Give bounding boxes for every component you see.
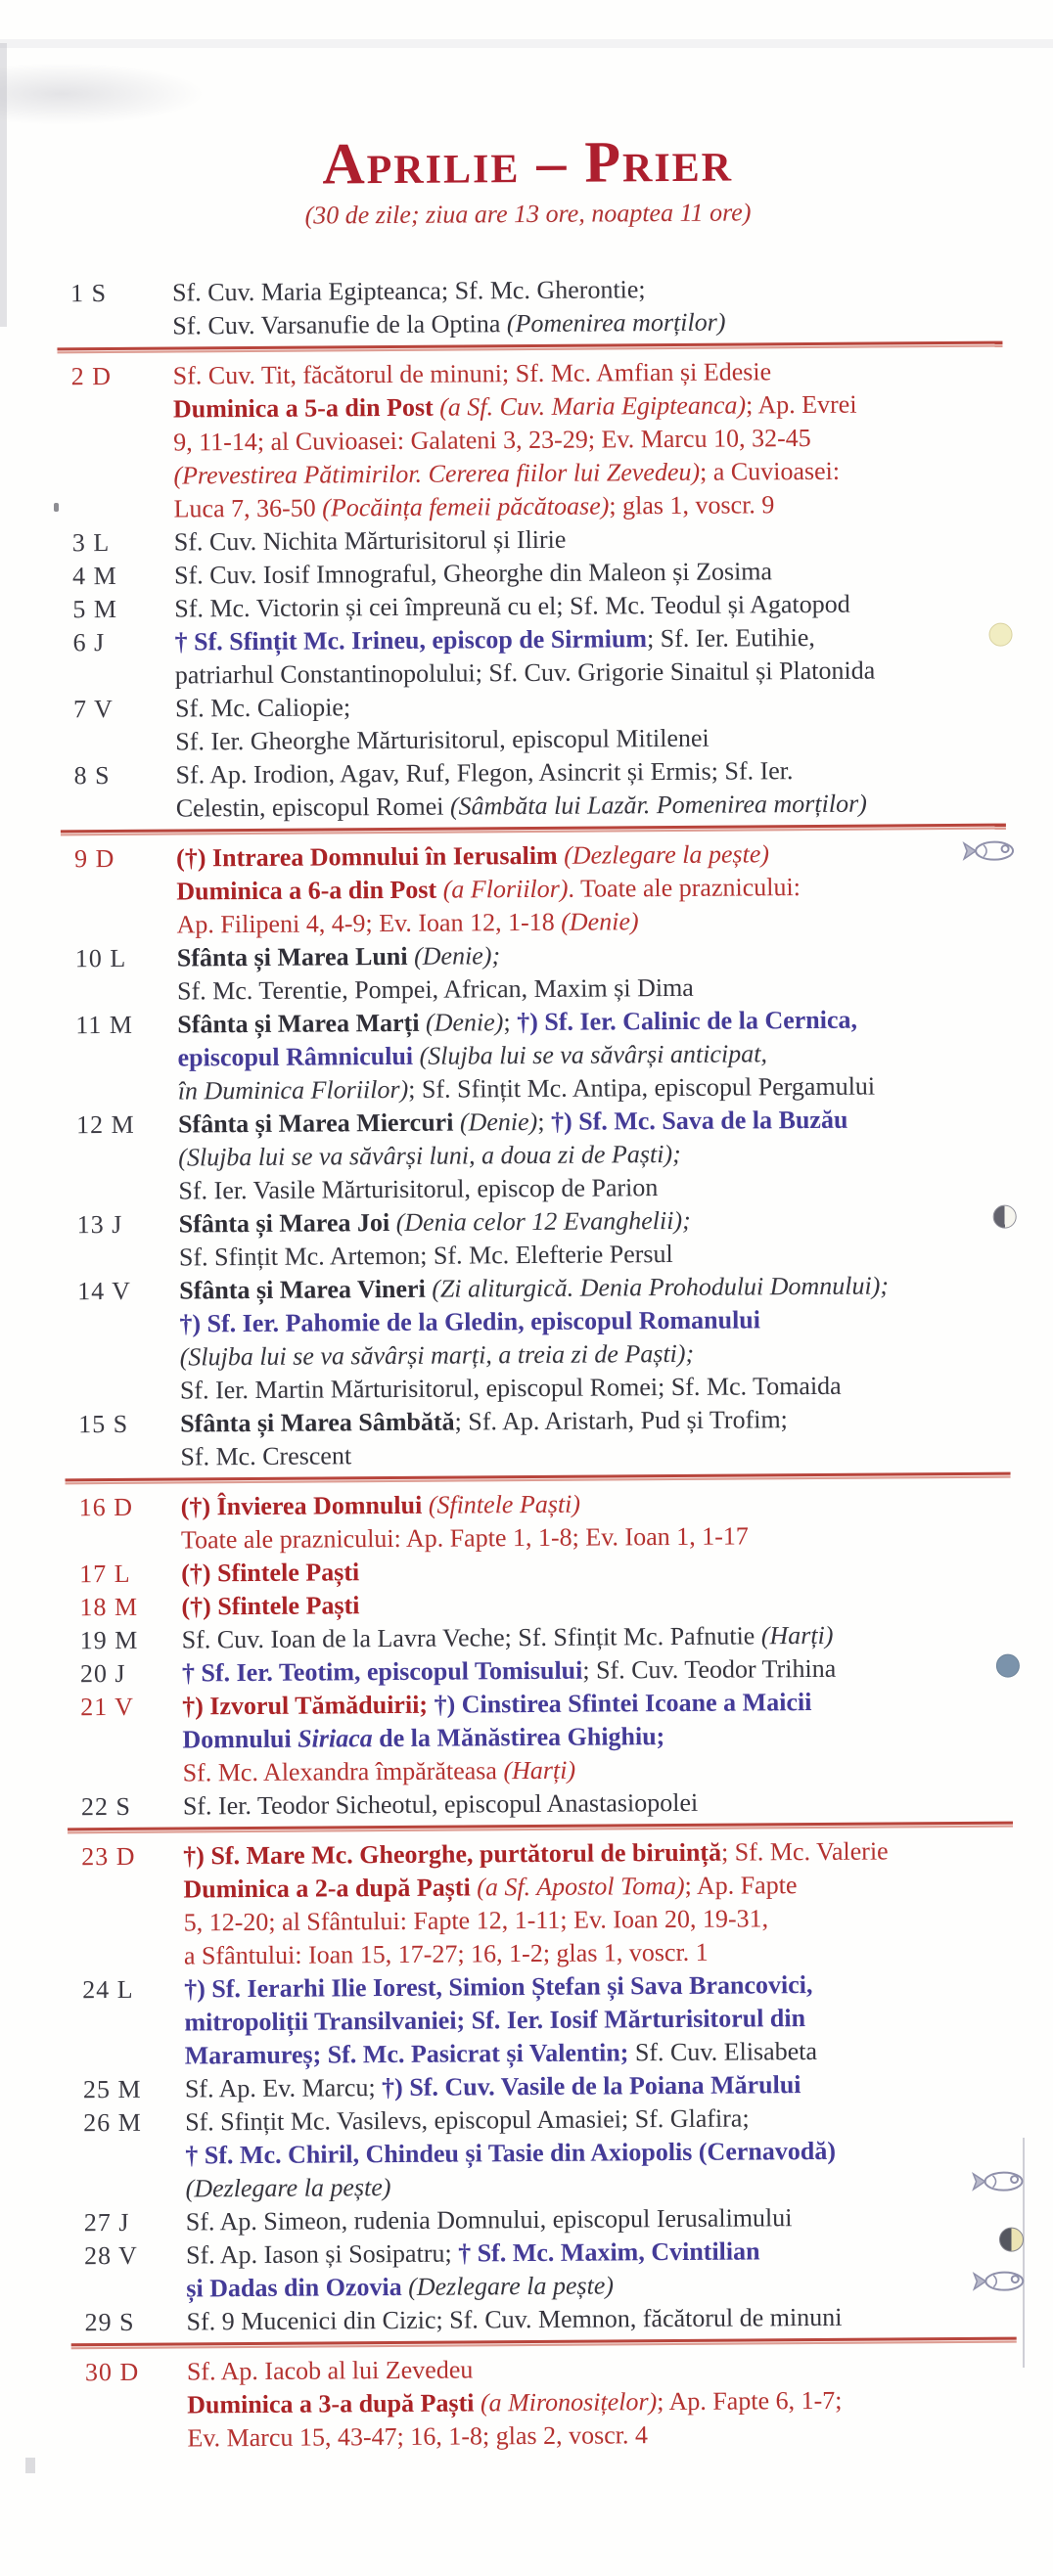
text-run: 9, 11-14; al Cuvioasei: Galateni 3, 23-29; Ev. Marcu 10, 32-45 [173,423,811,457]
text-run: ; Ap. Fapte 6, 1-7; [657,2385,843,2417]
day-label: 23 D [81,1841,136,1872]
text-run: Sf. Cuv. Varsanufie de la Optina [172,309,507,340]
day-line [176,787,1010,826]
text-run: †) Cinstirea Sfintei Icoane a Maicii [434,1688,812,1719]
text-run: Sf. Mc. Crescent [180,1441,352,1471]
text-run: Sfânta și Marea Sâmbătă [180,1407,455,1438]
day-lines [186,2234,1020,2306]
text-run: Sf. Cuv. Iosif Imnograful, Gheorghe din Maleon și Zosima [173,557,773,590]
day-label: 4 M [71,561,117,591]
text-run: (Prevestirea Pătimirilor. Cererea fiilor lui Zevedeu) [173,457,701,490]
text-run: ; Ap. Fapte [684,1871,798,1900]
text-run: și Dadas din Ozovia [186,2272,409,2303]
text-run: (Pocăința femeii păcătoase) [322,491,610,522]
day-line [172,304,1006,343]
calendar-day-row [15,2100,1053,2207]
fish-icon [970,2168,1027,2193]
text-run: Luca 7, 36-50 [173,493,323,523]
text-run: ; glas 1, voscr. 9 [609,490,775,520]
text-run: Sfânta și Marea Vineri [179,1274,433,1305]
text-run: (Harți) [503,1755,576,1785]
text-run: Sfânta și Marea Luni [176,941,415,972]
text-run: (Dezlegare la pește) [185,2173,391,2203]
text-run: Celestin, episcopul Romei [175,791,451,823]
text-run: ; Sf. Mc. Valerie [720,1836,889,1867]
day-label: 28 V [83,2240,138,2271]
day-label: 17 L [79,1559,131,1589]
sunday-separator-rule [71,2337,1017,2350]
calendar-day-row [11,1484,1053,1559]
calendar-day-row [7,935,1053,1010]
day-label: 29 S [84,2307,135,2337]
text-run: † Sf. Mc. Chiril, Chindeu și Tasie din Axiopolis (Cernavodă) [185,2136,837,2170]
day-line [183,1785,1017,1824]
text-run: †) Sf. Mare Mc. Gheorghe, purtătorul de biruință [183,1837,722,1871]
calendar-day-row [4,619,1053,694]
day-lines [175,753,1009,826]
calendar-day-row [5,686,1053,760]
calendar-day-row [10,1401,1053,1475]
calendar-day-row [6,836,1053,943]
text-run: † Sf. Sfințit Mc. Irineu, episcop de Sirmium [174,624,648,656]
text-run: Sf. Mc. Alexandra împărăteasa [182,1756,504,1787]
text-run: Sf. Sfințit Mc. Vasilevs, episcopul Amasiei; Sf. Glafira; [185,2103,750,2137]
text-run: (Denie) [561,907,639,936]
sunday-separator-rule [57,341,1002,354]
text-run: Siriaca [298,1724,373,1753]
text-run: Sf. 9 Mucenici din Cizic; Sf. Cuv. Memnon, făcătorul de minuni [186,2302,843,2336]
text-run: †) Sf. Ierarhi Ilie Iorest, Simion Ștefan și Sava Brancovici, [184,1970,813,2004]
moon-first-quarter-icon [999,2228,1024,2252]
text-run: Sf. Cuv. Nichita Mărturisitorul și Ilirie [173,524,567,557]
text-run: Sf. Ier. Vasile Mărturisitorul, episcop de Parion [178,1173,659,1205]
text-run: (Zi aliturgică. Denia Prohodului Domnului); [432,1271,890,1303]
text-run: (Sâmbăta lui Lazăr. Pomenirea morților) [449,789,867,821]
scan-artifact [0,39,1053,48]
text-run: de la Mănăstirea Ghighiu; [372,1722,665,1753]
day-label: 26 M [83,2107,142,2138]
text-run: Sf. Ap. Simeon, rudenia Domnului, episcopul Ierusalimului [185,2203,793,2237]
calendar-day-row [13,1784,1053,1825]
text-run: (†) Sfintele Paști [181,1591,360,1621]
text-run: ; Sf. Ap. Aristarh, Pud și Trofim; [454,1405,788,1436]
day-lines [184,1967,1019,2073]
text-run: Sf. Ap. Iacob al lui Zevedeu [186,2355,474,2386]
text-run: Sf. Ap. Irodion, Agav, Ruf, Flegon, Asincrit și Ermis; Sf. Ier. [175,756,794,790]
text-run: (Dezlegare la pește) [564,839,770,870]
text-run: . Toate ale praznicului: [568,873,801,903]
day-label: 8 S [73,760,111,791]
text-run: Sf. Ier. Teodor Sicheotul, episcopul Anastasiopolei [182,1787,699,1821]
scan-artifact [25,2458,35,2473]
day-lines [187,2350,1022,2456]
sunday-separator-rule [61,824,1006,836]
day-label: 24 L [82,1974,134,2005]
day-lines [179,1269,1014,1408]
text-run: Domnului [182,1724,298,1754]
text-run: Duminica a 3-a după Paști [187,2388,481,2419]
text-run: Sf. Cuv. Ioan de la Lavra Veche; Sf. Sfințit Mc. Pafnutie [181,1621,761,1654]
text-run: Sf. Mc. Terentie, Pompei, African, Maxim și Dima [176,972,694,1006]
text-run: ; Sf. Ier. Eutihie, [646,622,815,654]
page-title: Aprilie – Prier [322,128,734,197]
day-label: 5 M [72,594,118,624]
calendar-day-row [9,1268,1053,1409]
day-list [2,270,1053,2456]
day-lines [174,620,1008,693]
text-run: Sf. Ap. Iason și Sosipatru; [185,2238,459,2270]
text-run: Sf. Cuv. Maria Egipteanca; Sf. Mc. Gherontie; [171,275,646,307]
fish-icon [961,838,1018,864]
text-run: Sf. Ier. Martin Mărturisitorul, episcopul Romei; Sf. Mc. Tomaida [179,1371,842,1405]
calendar-day-row [5,752,1053,827]
text-run: †) Sf. Ier. Pahomie de la Gledin, episcopul Romanului [179,1305,761,1338]
day-label: 11 M [75,1010,134,1040]
moon-full-icon [988,623,1012,647]
text-run: (Slujba lui se va săvârși luni, a doua zi de Paști); [178,1139,681,1172]
text-run: Sf. Mc. Victorin și cei împreună cu el; Sf. Mc. Teodul și Agatopod [174,589,850,623]
text-run: Ev. Marcu 15, 43-47; 16, 1-8; glas 2, voscr. 4 [187,2420,649,2453]
calendar-day-row [16,2233,1053,2307]
text-run: †) Sf. Ier. Calinic de la Cernica, [517,1005,858,1037]
day-label: 21 V [80,1692,135,1722]
text-run: (a Mironosițelor) [480,2387,658,2418]
day-label: 15 S [78,1409,129,1439]
text-run: (Pomenirea morților) [506,307,726,339]
day-lines [180,1402,1014,1474]
text-run: Sfânta și Marea Marți [177,1008,427,1039]
day-label: 1 S [69,279,108,308]
day-label: 3 L [71,527,111,558]
calendar-day-row [8,1102,1053,1209]
text-run: (Slujba lui se va săvârși marți, a treia zi de Paști); [179,1338,695,1372]
day-label: 6 J [72,628,106,657]
calendar-day-row [9,1201,1053,1276]
day-lines [178,1103,1013,1208]
text-run: Sf. Ap. Ev. Marcu; [184,2073,383,2103]
text-run: ; [537,1107,552,1136]
text-run: ; a Cuvioasei: [699,456,841,486]
day-label: 14 V [77,1276,132,1306]
fish-icon [971,2268,1028,2293]
text-run: a Sfântului: Ioan 15, 17-27; 16, 1-2; glas 1, voscr. 1 [183,1937,709,1970]
day-line [187,2417,1021,2456]
day-lines [177,1003,1012,1108]
text-run: Sfânta și Marea Joi [178,1207,396,1239]
day-label: 7 V [72,694,114,724]
text-run: (Sfintele Paști) [428,1489,581,1519]
day-line [186,2300,1020,2339]
day-label: 25 M [82,2074,142,2104]
day-lines [172,271,1006,343]
day-lines [185,2101,1020,2206]
calendar-day-row [2,270,1053,344]
day-lines [182,1685,1017,1790]
text-run: Sf. Cuv. Tit, făcătorul de minuni; Sf. Mc. Amfian și Edesie [172,357,772,390]
day-lines [176,836,1011,942]
text-run: ; Sf. Cuv. Teodor Trihina [582,1653,837,1685]
text-run: episcopul Râmnicului [177,1041,420,1072]
text-run: (†) Învierea Domnului [180,1490,429,1521]
text-run: (Slujba lui se va săvârși anticipat, [419,1039,767,1070]
text-run: (Denie) [425,1008,504,1037]
text-run: Duminica a 5-a din Post [172,392,440,424]
day-lines [179,1202,1013,1275]
moon-new-icon [996,1654,1020,1678]
text-run: Sfânta și Marea Miercuri [177,1107,460,1139]
page-subtitle: (30 de zile; ziua are 13 ore, noaptea 11 ore) [304,198,752,230]
text-run: Sf. Sfințit Mc. Artemon; Sf. Mc. Elefterie Persul [178,1239,673,1272]
day-label: 2 D [70,361,113,391]
text-run: (†) Sfintele Paști [181,1558,360,1588]
moon-last-quarter-icon [993,1205,1017,1229]
text-run: †) Izvorul Tămăduirii; [182,1690,435,1721]
day-label: 30 D [84,2357,140,2387]
text-run: (Denie) [459,1107,538,1137]
text-run: (Denia celor 12 Evanghelii); [395,1205,691,1237]
calendar-day-row [13,1833,1053,1974]
day-lines [186,2300,1020,2339]
text-run: ; [503,1008,518,1037]
text-run: Ap. Filipeni 4, 4-9; Ev. Ioan 12, 1-18 [176,907,562,939]
day-label: 9 D [74,843,115,874]
text-run: Duminica a 6-a din Post [176,875,443,906]
day-line [180,1435,1014,1474]
text-run: †) Sf. Cuv. Vasile de la Poiana Mărului [382,2070,801,2102]
text-run: ; Ap. Evrei [746,389,857,420]
text-run: Maramureș; Sf. Mc. Pasicrat și Valentin; [184,2038,635,2070]
calendar-day-row [7,1002,1053,1109]
calendar-day-row [16,2299,1053,2340]
day-lines [173,354,1008,526]
calendar-day-row [12,1684,1053,1791]
calendar-day-row [14,1966,1053,2074]
day-label: 13 J [76,1209,123,1240]
text-run: †) Sf. Mc. Sava de la Buzău [550,1105,848,1136]
text-run: Sf. Mc. Caliopie; [174,693,351,723]
text-run: 5, 12-20; al Sfântului: Fapte 12, 1-11; Ev. Ioan 20, 19-31, [183,1904,769,1937]
text-run: (a Sf. Apostol Toma) [477,1871,685,1902]
text-run: în Duminica Floriilor) [177,1074,409,1106]
day-lines [175,687,1009,759]
text-run: Sf. Cuv. Elisabeta [634,2036,818,2067]
calendar-day-row [17,2349,1053,2457]
text-run: † Sf. Ier. Teotim, episcopul Tomisului [181,1655,583,1688]
text-run: (Dezlegare la pește) [408,2271,615,2301]
text-run: Toate ale praznicului: Ap. Fapte 1, 1-8; Ev. Ioan 1, 1-17 [180,1521,749,1555]
scan-artifact [0,63,206,125]
text-run: (a Sf. Cuv. Maria Egipteanca) [439,390,747,422]
text-run: (Denie); [413,941,501,971]
day-lines [177,936,1011,1009]
text-run: † Sf. Mc. Maxim, Cvintilian [458,2237,760,2268]
sunday-separator-rule [66,1472,1011,1485]
day-label: 10 L [74,943,127,973]
text-run: patriarhul Constantinopolului; Sf. Cuv. Grigorie Sinaitul și Platonida [174,655,876,690]
day-lines [183,1834,1018,1973]
text-run: Sf. Ier. Gheorghe Mărturisitorul, episcopul Mitilenei [175,723,710,756]
day-lines [183,1785,1017,1824]
day-label: 16 D [78,1492,134,1522]
day-label: 18 M [79,1592,139,1622]
text-run: mitropoliții Transilvaniei; Sf. Ier. Iosif Mărturisitorul din [184,2004,806,2037]
text-run: (†) Intrarea Domnului în Ierusalim [176,840,565,873]
text-run: Duminica a 2-a după Paști [183,1873,478,1904]
day-lines [181,1485,1015,1558]
day-label: 20 J [79,1658,126,1689]
sunday-separator-rule [68,1822,1013,1834]
day-label: 19 M [79,1625,139,1655]
calendar-day-row [3,353,1053,527]
day-label: 12 M [75,1109,135,1140]
text-run: (a Floriilor) [442,874,569,904]
day-label: 22 S [80,1791,131,1822]
text-run: (Harți) [760,1620,834,1650]
text-run: ; Sf. Sfințit Mc. Antipa, episcopul Pergamului [408,1071,876,1104]
day-label: 27 J [83,2207,130,2237]
